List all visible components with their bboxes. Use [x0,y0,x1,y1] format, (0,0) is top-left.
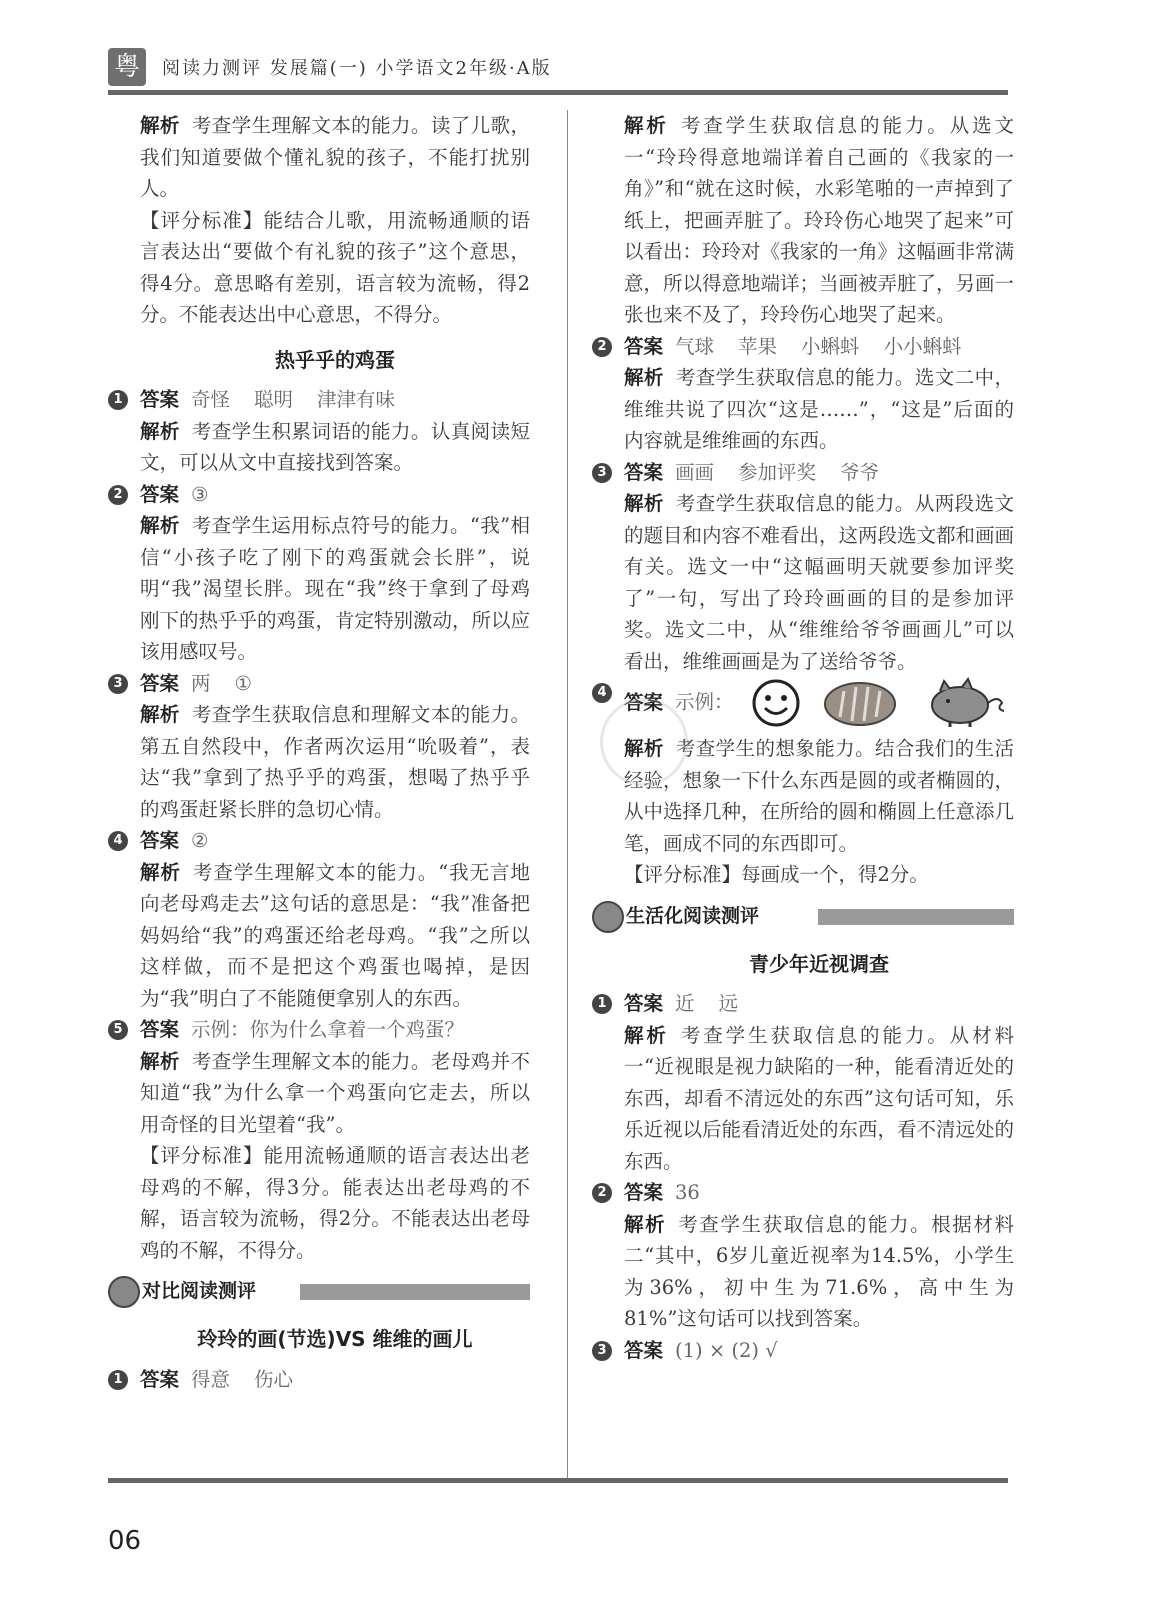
question-number-badge: 4 [592,683,612,703]
section-bar [300,1284,530,1300]
myopia-q1-answer: 1 答案 近 远 [624,988,1014,1020]
header-rule [108,90,1008,95]
question-number-badge: 3 [592,1341,612,1361]
page-number: 06 [108,1526,142,1556]
section-bar [818,909,1014,925]
question-number-badge: 2 [108,485,128,505]
compare-q4-answer: 4 答案 示例： [624,677,1014,733]
question-number-badge: 2 [592,337,612,357]
compare-q2-answer: 2 答案 气球 苹果 小蝌蚪 小小蝌蚪 [624,331,1014,363]
egg-q5-analysis: 解析 考查学生理解文本的能力。老母鸡并不知道“我”为什么拿一个鸡蛋向它走去，所以用奇怪的目光望着“我”。 [140,1049,530,1136]
myopia-q2-answer: 2 答案 36 [624,1177,1014,1209]
egg-q5-criteria: 【评分标准】能用流畅通顺的语言表达出老母鸡的不解，得3分。能表达出老母鸡的不解，语言较为流畅，得2分。不能表达出老母鸡的不解，不得分。 [140,1144,530,1262]
guangdong-logo-icon: 粤 [108,48,146,86]
egg-q5-answer: 5 答案 示例：你为什么拿着一个鸡蛋？ [140,1014,530,1046]
reader-avatar-icon [108,1276,140,1308]
myopia-q3-answer: 3 答案 (1) × (2) √ [624,1335,1014,1367]
compare-q1-answer: 1 答案 得意 伤心 [140,1364,530,1396]
intro-analysis: 解析 考查学生理解文本的能力。读了儿歌，我们知道要做个懂礼貌的孩子，不能打扰别人。 [140,114,530,200]
compare-q4-criteria: 【评分标准】每画成一个，得2分。 [624,863,929,886]
section-title-compare: 玲玲的画(节选)VS 维维的画儿 [197,1327,473,1351]
page-header [108,48,1008,88]
egg-q1-analysis: 解析 考查学生积累词语的能力。认真阅读短文，可以从文中直接找到答案。 [140,419,530,474]
question-number-badge: 4 [108,831,128,851]
smiley-face-icon [750,677,802,729]
watermark-stamp-icon [600,698,688,786]
footer-rule [108,1478,1008,1483]
pig-icon [918,677,1008,729]
egg-q3-analysis: 解析 考查学生获取信息和理解文本的能力。第五自然段中，作者两次运用“吮吸着”，表达“我”拿到了热乎乎的鸡蛋，想喝了热乎乎的鸡蛋赶紧长胖的急切心情。 [140,703,530,821]
section-title-egg: 热乎乎的鸡蛋 [275,347,395,372]
myopia-q1-analysis: 解析 考查学生获取信息的能力。从材料一“近视眼是视力缺陷的一种，能看清近处的东西，却看不清远处的东西”这句话可知，乐乐近视以后能看清近处的东西，看不清远处的东西。 [624,1023,1015,1173]
compare-q2-analysis: 解析 考查学生获取信息的能力。选文二中，维维共说了四次“这是……”，“这是”后面的内容就是维维画的东西。 [624,366,1014,452]
question-number-badge: 5 [108,1020,128,1040]
myopia-q2-analysis: 解析 考查学生获取信息的能力。根据材料二“其中，6岁儿童近视率为14.5%，小学生为36%，初中生为71.6%，高中生为81%”这句话可以找到答案。 [624,1212,1014,1330]
compare-q1-analysis: 解析 考查学生获取信息的能力。从选文一“玲玲得意地端详着自己画的《我家的一角》”和“就在这时候，水彩笔啪的一声掉到了纸上，把画弄脏了。玲玲伤心地哭了起来”可以看出：玲玲对《我家的一角》这幅画非常满意，所以得意地端详；当画被弄脏了，另画一张也来不及了，玲玲伤心地哭了起来。 [624,114,1015,326]
question-number-badge: 3 [108,674,128,694]
left-column [113,110,531,1395]
egg-q2-answer: 2 答案 ③ [140,479,530,511]
compare-q3-answer: 3 答案 画画 参加评奖 爷爷 [624,457,1014,489]
section-title-myopia: 青少年近视调查 [749,951,889,976]
compare-q3-analysis: 解析 考查学生获取信息的能力。从两段选文的题目和内容不难看出，这两段选文都和画画有关。选文一中“这幅画明天就要参加评奖了”一句，写出了玲玲画画的目的是参加评奖。选文二中，从“维维给爷爷画画儿”可以看出，维维画画是为了送给爷爷。 [624,492,1015,673]
column-divider [567,110,568,1480]
egg-q2-analysis: 解析 考查学生运用标点符号的能力。“我”相信“小孩子吃了刚下的鸡蛋就会长胖”，说明“我”渴望长胖。现在“我”终于拿到了母鸡刚下的热乎乎的鸡蛋，肯定特别激动，所以应该用感叹号。 [140,514,531,663]
egg-q1-answer: 1 答案 奇怪 聪明 津津有味 [140,384,530,416]
header-title: 阅读力测评 发展篇(一) 小学语文2年级·A版 [162,58,552,79]
section-life-reading: 生活化阅读测评 [624,901,1014,935]
question-number-badge: 3 [592,463,612,483]
compare-q4-analysis: 解析 考查学生的想象能力。结合我们的生活经验，想象一下什么东西是圆的或者椭圆的，从中选择几种，在所给的圆和椭圆上任意添几笔，画成不同的东西即可。 [624,737,1015,855]
question-number-badge: 1 [108,1370,128,1390]
section-compare-reading: 对比阅读测评 [140,1276,530,1310]
egg-q4-analysis: 解析 考查学生理解文本的能力。“我无言地向老母鸡走去”这句话的意思是：“我”准备把妈妈给“我”的鸡蛋还给老母鸡。“我”之所以这样做，而不是把这个鸡蛋也喝掉，是因为“我”明白了不能随便拿别人的东西。 [140,860,530,1010]
egg-q4-answer: 4 答案 ② [140,825,530,857]
egg-q3-answer: 3 答案 两 ① [140,668,530,700]
question-number-badge: 2 [592,1183,612,1203]
example-drawings [750,677,1008,729]
question-number-badge: 1 [108,390,128,410]
bread-loaf-icon [822,677,898,729]
reader-avatar-icon [592,901,624,933]
intro-criteria: 【评分标准】能结合儿歌，用流畅通顺的语言表达出“要做个有礼貌的孩子”这个意思，得4分。意思略有差别，语言较为流畅，得2分。不能表达出中心意思，不得分。 [140,208,530,326]
question-number-badge: 1 [592,994,612,1014]
